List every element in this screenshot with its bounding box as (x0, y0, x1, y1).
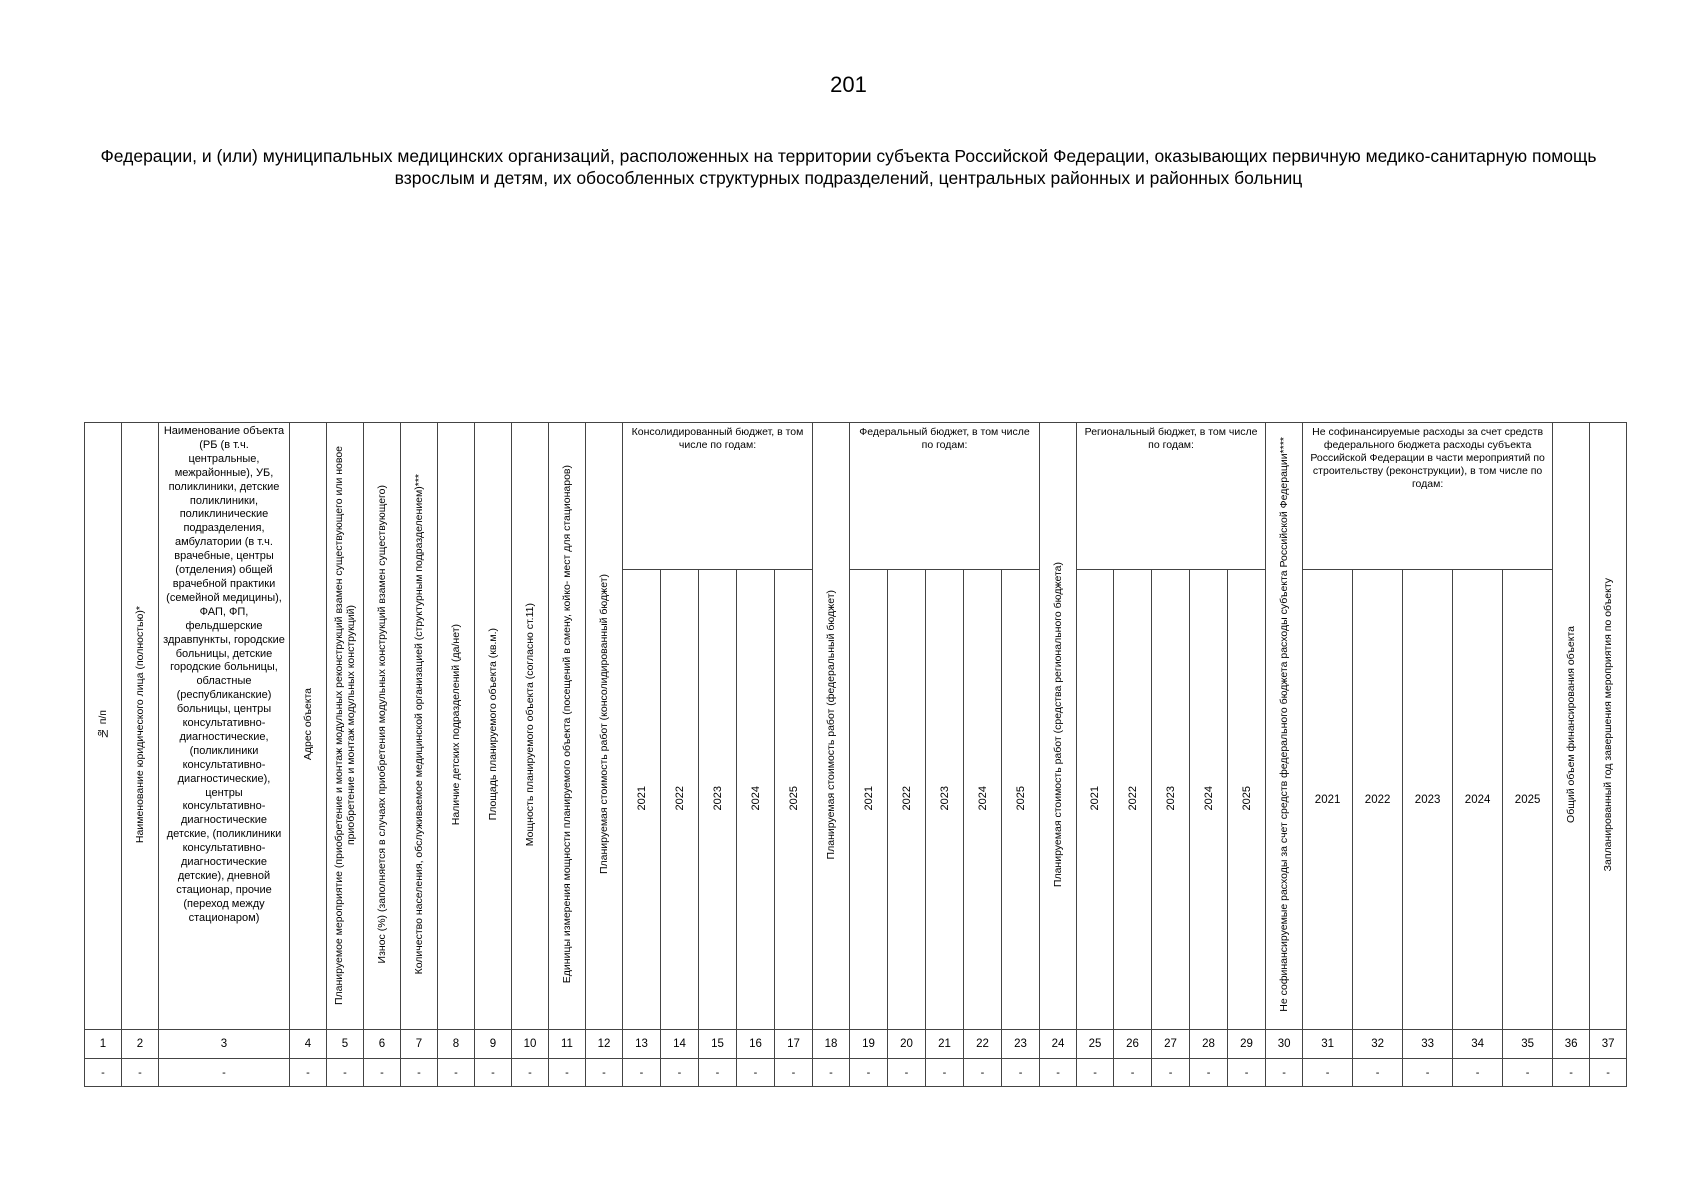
column-number-cell: 16 (737, 1030, 775, 1059)
table-cell: - (1040, 1059, 1077, 1087)
table-cell: - (1303, 1059, 1353, 1087)
header-cell-cost-regional: Планируемая стоимость работ (средства регионального бюджета) (1040, 423, 1077, 1030)
table-cell: - (1553, 1059, 1590, 1087)
column-number-cell: 6 (364, 1030, 401, 1059)
table-cell: - (1590, 1059, 1627, 1087)
table-cell: - (926, 1059, 964, 1087)
column-number-cell: 7 (401, 1030, 438, 1059)
column-number-cell: 14 (661, 1030, 699, 1059)
table-cell: - (699, 1059, 737, 1087)
year-cell: 2021 (850, 570, 888, 1030)
table-cell: - (775, 1059, 813, 1087)
table-cell: - (290, 1059, 327, 1087)
year-cell: 2022 (1353, 570, 1403, 1030)
column-number-cell: 32 (1353, 1030, 1403, 1059)
table-cell: - (1266, 1059, 1303, 1087)
table-cell: - (1228, 1059, 1266, 1087)
column-number-cell: 33 (1403, 1030, 1453, 1059)
table-cell: - (1453, 1059, 1503, 1087)
column-number-cell: 36 (1553, 1030, 1590, 1059)
data-row (85, 1059, 1627, 1087)
column-number-cell: 4 (290, 1030, 327, 1059)
column-number-cell: 28 (1190, 1030, 1228, 1059)
column-number-cell: 11 (549, 1030, 586, 1059)
column-number-cell: 26 (1114, 1030, 1152, 1059)
year-cell: 2022 (1114, 570, 1152, 1030)
column-number-cell: 8 (438, 1030, 475, 1059)
table-cell: - (1002, 1059, 1040, 1087)
year-cell: 2022 (661, 570, 699, 1030)
header-cell-children-units: Наличие детских подразделений (да/нет) (438, 423, 475, 1030)
table-cell: - (813, 1059, 850, 1087)
column-number-cell: 5 (327, 1030, 364, 1059)
table-cell: - (327, 1059, 364, 1087)
table-cell: - (85, 1059, 122, 1087)
year-cell: 2023 (1403, 570, 1453, 1030)
table-cell: - (512, 1059, 549, 1087)
header-cell-object-name: Наименование объекта (РБ (в т.ч. центральные, межрайонные), УБ, поликлиники, детские поликлиники, поликлинические подразделения, амбулатории (в т.ч. врачебные, центры (отделения) общей врачебной практики (семейной медицины), ФАП, ФП, фельдшерские здравпункты, городские больницы, детские городские больницы, областные (республиканские) больницы, центры консультативно-диагностические, (поликлиники консультативно-диагностические), центры консультативно-диагностические детские, (поликлиники консультативно-диагностические детские), дневной стационар, прочие (переход между стационаром) (159, 423, 290, 1030)
column-number-cell: 17 (775, 1030, 813, 1059)
table-cell: - (475, 1059, 512, 1087)
column-number-cell: 10 (512, 1030, 549, 1059)
column-number-cell: 25 (1077, 1030, 1114, 1059)
table-cell: - (623, 1059, 661, 1087)
column-number-cell: 2 (122, 1030, 159, 1059)
header-cell-cost-federal: Планируемая стоимость работ (федеральный бюджет) (813, 423, 850, 1030)
year-cell: 2025 (1228, 570, 1266, 1030)
page-number: 201 (830, 72, 867, 97)
year-cell: 2023 (926, 570, 964, 1030)
column-number-cell: 27 (1152, 1030, 1190, 1059)
column-number-cell: 29 (1228, 1030, 1266, 1059)
column-number-cell: 1 (85, 1030, 122, 1059)
year-cell: 2025 (1503, 570, 1553, 1030)
table-cell: - (122, 1059, 159, 1087)
year-cell: 2021 (1303, 570, 1353, 1030)
column-number-cell: 31 (1303, 1030, 1353, 1059)
table-cell: - (1503, 1059, 1553, 1087)
column-number-cell: 9 (475, 1030, 512, 1059)
header-cell-legal-entity: Наименование юридического лица (полностью)* (122, 423, 159, 1030)
table-cell: - (549, 1059, 586, 1087)
header-cell-completion-year: Запланированный год завершения мероприятия по объекту (1590, 423, 1627, 1030)
year-cell: 2025 (775, 570, 813, 1030)
column-number-cell: 37 (1590, 1030, 1627, 1059)
column-number-cell: 34 (1453, 1030, 1503, 1059)
table-cell: - (1190, 1059, 1228, 1087)
header-cell-cost-consolidated: Планируемая стоимость работ (консолидированный бюджет) (586, 423, 623, 1030)
header-group-federal: Федеральный бюджет, в том числе по годам: (850, 423, 1040, 570)
column-number-cell: 18 (813, 1030, 850, 1059)
column-number-cell: 3 (159, 1030, 290, 1059)
column-number-cell: 21 (926, 1030, 964, 1059)
column-numbers-row (85, 1030, 1627, 1059)
header-cell-number: № п/п (85, 423, 122, 1030)
table-cell: - (364, 1059, 401, 1087)
column-number-cell: 15 (699, 1030, 737, 1059)
header-cell-address: Адрес объекта (290, 423, 327, 1030)
table-cell: - (401, 1059, 438, 1087)
year-cell: 2024 (737, 570, 775, 1030)
column-number-cell: 20 (888, 1030, 926, 1059)
table-cell: - (438, 1059, 475, 1087)
header-cell-area: Площадь планируемого объекта (кв.м.) (475, 423, 512, 1030)
year-cell: 2023 (1152, 570, 1190, 1030)
column-number-cell: 19 (850, 1030, 888, 1059)
column-number-cell: 35 (1503, 1030, 1553, 1059)
table-cell: - (1077, 1059, 1114, 1087)
header-cell-planned-measure: Планируемое мероприятие (приобретение и монтаж модульных реконструкций взамен существующего или новое приобретение и монтаж модульных конструкций) (327, 423, 364, 1030)
table-cell: - (1403, 1059, 1453, 1087)
column-number-cell: 30 (1266, 1030, 1303, 1059)
column-number-cell: 13 (623, 1030, 661, 1059)
year-cell: 2021 (1077, 570, 1114, 1030)
year-cell: 2025 (1002, 570, 1040, 1030)
header-cell-population: Количество населения, обслуживаемое медицинской организацией (структурным подразделением)*** (401, 423, 438, 1030)
header-group-regional: Региональный бюджет, в том числе по годам: (1077, 423, 1266, 570)
table-cell: - (888, 1059, 926, 1087)
column-number-cell: 22 (964, 1030, 1002, 1059)
header-row-groups (85, 423, 1627, 570)
table-cell: - (737, 1059, 775, 1087)
column-number-cell: 23 (1002, 1030, 1040, 1059)
year-cell: 2023 (699, 570, 737, 1030)
table-cell: - (159, 1059, 290, 1087)
header-group-nonco: Не софинансируемые расходы за счет средств федерального бюджета расходы субъекта Российской Федерации в части мероприятий по строительству (реконструкции), в том числе по годам: (1303, 423, 1553, 570)
header-cell-nonco-expenses: Не софинансируемые расходы за счет средств федерального бюджета расходы субъекта Российской Федерации**** (1266, 423, 1303, 1030)
table-cell: - (964, 1059, 1002, 1087)
year-cell: 2024 (1190, 570, 1228, 1030)
header-cell-total-financing: Общий объем финансирования объекта (1553, 423, 1590, 1030)
financing-table (84, 422, 1627, 1087)
header-cell-wear: Износ (%) (заполняется в случаях приобретения модульных конструкций взамен существующего) (364, 423, 401, 1030)
header-group-consolidated: Консолидированный бюджет, в том числе по годам: (623, 423, 813, 570)
table-cell: - (850, 1059, 888, 1087)
table-cell: - (1353, 1059, 1403, 1087)
column-number-cell: 12 (586, 1030, 623, 1059)
column-number-cell: 24 (1040, 1030, 1077, 1059)
table-cell: - (586, 1059, 623, 1087)
table-cell: - (1152, 1059, 1190, 1087)
year-cell: 2024 (964, 570, 1002, 1030)
table-cell: - (661, 1059, 699, 1087)
year-cell: 2022 (888, 570, 926, 1030)
year-cell: 2021 (623, 570, 661, 1030)
table-cell: - (1114, 1059, 1152, 1087)
header-cell-capacity-units: Единицы измерения мощности планируемого объекта (посещений в смену, койко- мест для стационаров) (549, 423, 586, 1030)
document-heading: Федерации, и (или) муниципальных медицинских организаций, расположенных на территории субъекта Российской Федерации, оказывающих первичную медико-санитарную помощь взрослым и детям, их обособленных структурных подразделений, центральных районных и районных больниц (100, 146, 1597, 188)
year-cell: 2024 (1453, 570, 1503, 1030)
header-cell-capacity: Мощность планируемого объекта (согласно ст.11) (512, 423, 549, 1030)
